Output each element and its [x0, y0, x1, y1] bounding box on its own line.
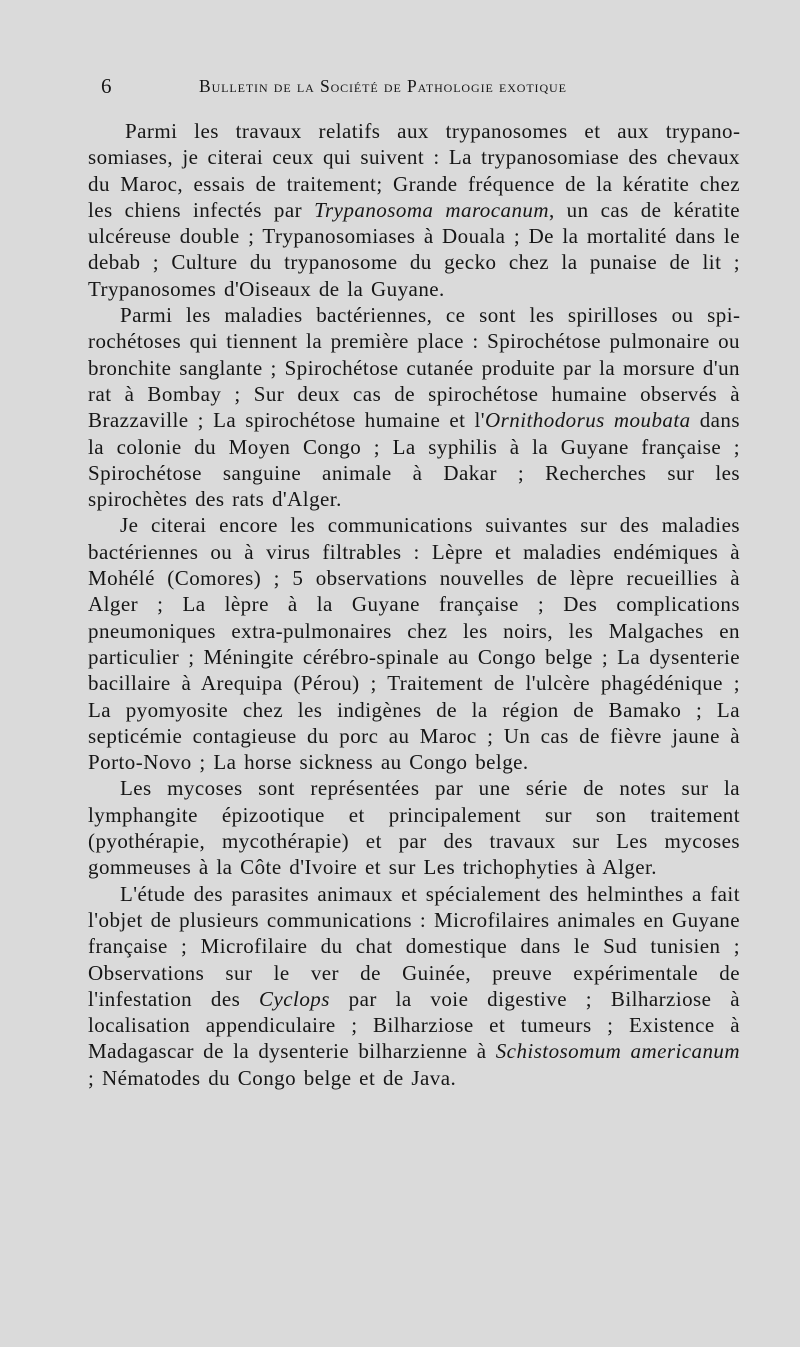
- paragraph-text: ; Nématodes du Congo belge et de Java.: [88, 1065, 457, 1090]
- paragraph-text: par la voie digestive ; Bilharziose à localisation appendiculaire ; Bilharziose et tumeurs ; Existence à Madagascar de la dysenterie bilharzienne à: [88, 986, 741, 1064]
- page-number: 6: [101, 74, 112, 98]
- paragraph-text: , un cas de kératite ulcéreuse double ; Trypanosomiases à Douala ; De la mortalité dans le debab ; Culture du trypanosome du gecko chez la punaise de lit ; Trypanosomes d'Oiseaux de la Guyane.: [88, 197, 741, 301]
- paragraph-text: dans la colonie du Moyen Congo ; La syphilis à la Guyane française ; Spirochétose sanguine animale à Dakar ; Recherches sur les spirochètes des rats d'Alger.: [88, 408, 740, 512]
- species-name: Cyclops: [259, 986, 330, 1011]
- paragraph-parasites: [88, 881, 740, 1091]
- paragraph-text: Parmi les maladies bactériennes, ce sont les spirilloses ou spirochétoses qui tiennent la première place : Spirochétose pulmonaire ou bronchite sanglante ; Spirochétose cutanée produite par la morsure d'un rat à Bombay ; Sur deux cas de spirochétose humaine observés à Brazzaville ; La spirochétose humaine et l': [88, 303, 740, 433]
- species-name: Ornithodorus moubata: [485, 408, 691, 433]
- journal-title: Bulletin de la Société de Pathologie exotique: [199, 76, 567, 96]
- paragraph-text: L'étude des parasites animaux et spécialement des helminthes a fait l'objet de plusieurs communications : Microfilaires animales en Guyane française ; Microfilaire du chat domestique dans le Sud tunisien ; Observations sur le ver de Guinée, preuve expérimentale de l'infestation des: [88, 881, 740, 1011]
- paragraph-text: Parmi les travaux relatifs aux trypanosomes et aux trypanosomiases, je citerai ceux qui suivent : La trypanosomiase des chevaux du Maroc, essais de traitement; Grande fréquence de la kératite chez les chiens infectés par: [88, 119, 740, 222]
- paragraph-text: Je citerai encore les communications suivantes sur des maladies bactériennes ou à virus filtrables : Lèpre et maladies endémiques à Mohélé (Comores) ; 5 observations nouvelles de lèpre recueillies à Alger ; La lèpre à la Guyane française ; Des complications pneumoniques extra-pulmonaires chez les noirs, les Malgaches en particulier ; Méningite cérébro-spinale au Congo belge ; La dysenterie bacillaire à Arequipa (Pérou) ; Traitement de l'ulcère phagédénique ; La pyomyosite chez les indigènes de la région de Bamako ; La septicémie contagieuse du porc au Maroc ; Un cas de fièvre jaune à Porto-Novo ; La horse sickness au Congo belge.: [88, 513, 740, 775]
- paragraph-mycoses: [88, 775, 740, 880]
- paragraph-other-communications: [88, 512, 740, 775]
- running-head: [101, 72, 661, 102]
- paragraph-trypanosomes: [88, 118, 740, 302]
- paragraph-text: Les mycoses sont représentées par une série de notes sur la lymphangite épizootique et principalement sur son traitement (pyothérapie, mycothérapie) et par des travaux sur Les mycoses gommeuses à la Côte d'Ivoire et sur Les trichophyties à Alger.: [88, 776, 740, 880]
- body-text: [88, 118, 740, 1091]
- paragraph-bacterial-diseases: [88, 302, 740, 512]
- species-name: Trypanosoma marocanum: [314, 197, 549, 222]
- species-name: Schistosomum americanum: [495, 1039, 740, 1064]
